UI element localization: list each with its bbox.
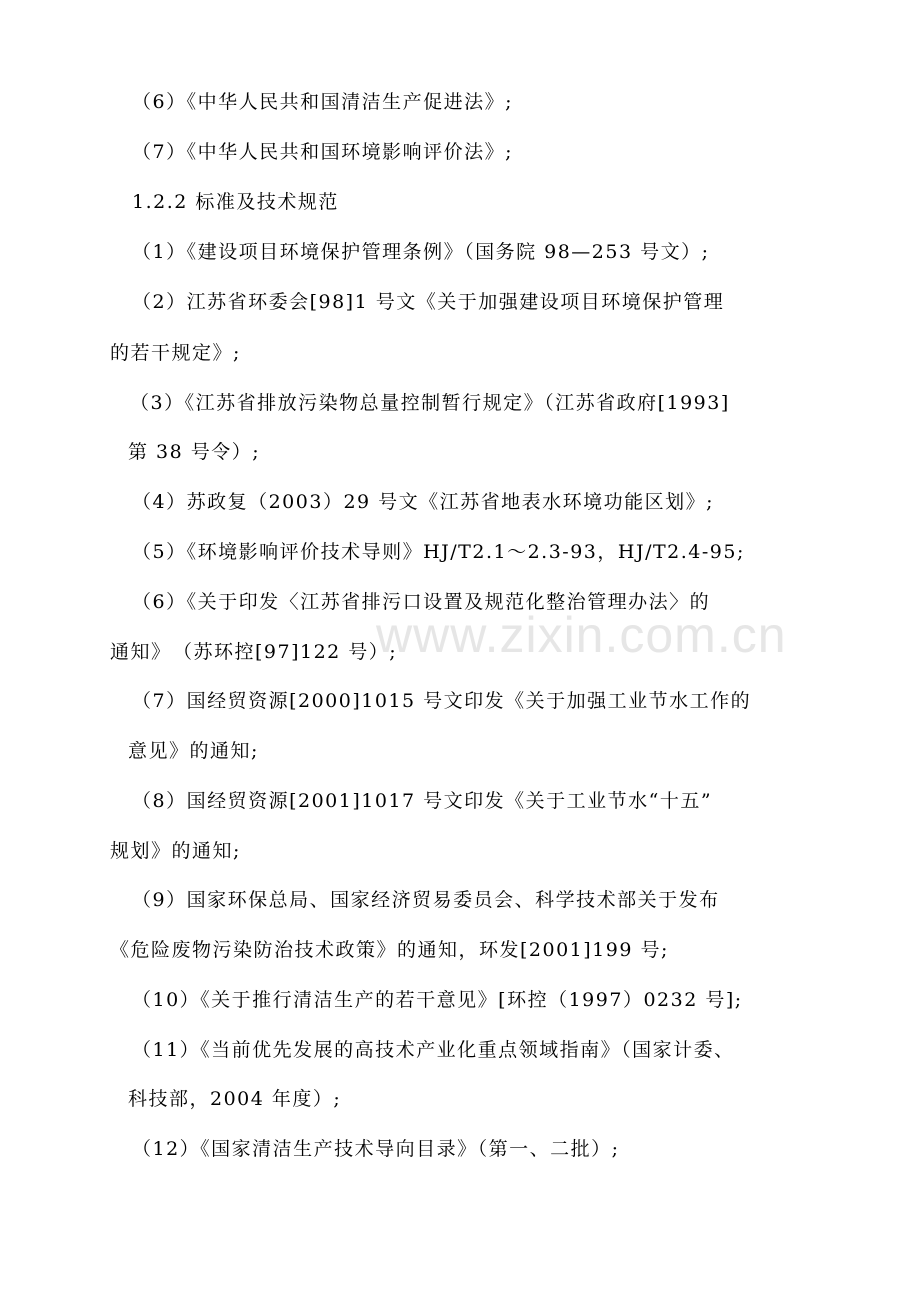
std-2-line-1: （2）江苏省环委会[98]1 号文《关于加强建设项目环境保护管理 xyxy=(132,291,725,313)
reg-6-clean-production-law: （6）《中华人民共和国清洁生产促进法》; xyxy=(132,91,513,113)
std-7-line-1: （7）国经贸资源[2000]1015 号文印发《关于加强工业节水工作的 xyxy=(132,690,752,712)
std-6-line-2: 通知》 （苏环控[97]122 号）; xyxy=(110,641,398,663)
std-8-line-1: （8）国经贸资源[2001]1017 号文印发《关于工业节水“十五” xyxy=(132,790,713,812)
watermark: www.zixin.com.cn xyxy=(376,607,787,663)
reg-7-eia-law: （7）《中华人民共和国环境影响评价法》; xyxy=(132,141,513,163)
std-7-line-2: 意见》的通知; xyxy=(128,740,259,762)
std-11-line-2: 科技部，2004 年度）; xyxy=(128,1088,342,1110)
std-2-line-2: 的若干规定》; xyxy=(110,342,241,364)
std-4-line: （4）苏政复（2003）29 号文《江苏省地表水环境功能区划》; xyxy=(132,491,715,513)
std-5-line: （5）《环境影响评价技术导则》HJ/T2.1～2.3-93，HJ/T2.4-95; xyxy=(132,541,745,563)
std-11-line-1: （11）《当前优先发展的高技术产业化重点领域指南》（国家计委、 xyxy=(132,1039,735,1061)
std-9-line-1: （9）国家环保总局、国家经济贸易委员会、科学技术部关于发布 xyxy=(132,889,720,911)
std-10-line: （10）《关于推行清洁生产的若干意见》[环控（1997）0232 号]; xyxy=(132,989,743,1011)
std-1-line: （1）《建设项目环境保护管理条例》（国务院 98—253 号文）; xyxy=(132,241,710,263)
section-heading-standards: 1.2.2 标准及技术规范 xyxy=(132,191,339,213)
std-8-line-2: 规划》的通知; xyxy=(110,840,241,862)
std-6-line-1: （6）《关于印发〈江苏省排污口设置及规范化整治管理办法〉的 xyxy=(132,591,711,613)
std-3-line-1: （3）《江苏省排放污染物总量控制暂行规定》（江苏省政府[1993] xyxy=(130,392,730,414)
std-12-line: （12）《国家清洁生产技术导向目录》（第一、二批）; xyxy=(132,1138,620,1160)
std-9-line-2: 《危险废物污染防治技术政策》的通知，环发[2001]199 号; xyxy=(110,939,669,961)
std-3-line-2: 第 38 号令）; xyxy=(128,441,261,463)
